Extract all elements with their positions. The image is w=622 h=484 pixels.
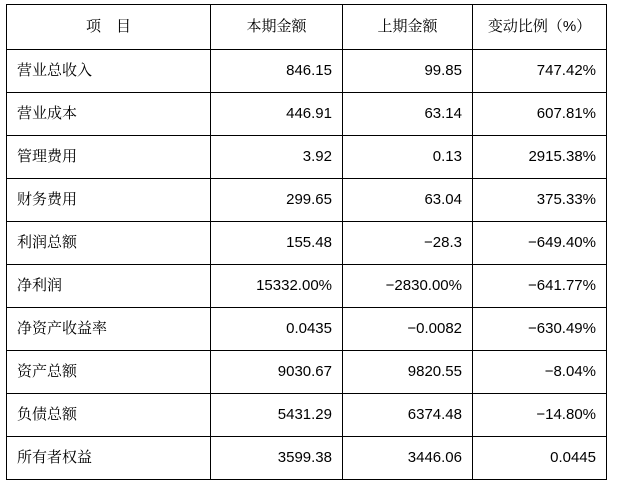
- column-header-previous-amount: 上期金额: [343, 5, 473, 50]
- cell-previous-amount: −2830.00%: [343, 265, 473, 308]
- cell-change-ratio: −14.80%: [473, 394, 607, 437]
- table-row: [7, 351, 607, 394]
- row-label: 所有者权益: [7, 437, 211, 480]
- cell-change-ratio: 375.33%: [473, 179, 607, 222]
- cell-current-amount: 155.48: [211, 222, 343, 265]
- row-label: 净资产收益率: [7, 308, 211, 351]
- column-header-current-amount: 本期金额: [211, 5, 343, 50]
- table-row: [7, 222, 607, 265]
- cell-current-amount: 846.15: [211, 50, 343, 93]
- cell-current-amount: 9030.67: [211, 351, 343, 394]
- column-header-item: 项 目: [7, 5, 211, 50]
- cell-change-ratio: −649.40%: [473, 222, 607, 265]
- table-row: [7, 437, 607, 480]
- row-label: 财务费用: [7, 179, 211, 222]
- cell-previous-amount: 3446.06: [343, 437, 473, 480]
- table-header-row: [7, 5, 607, 50]
- cell-previous-amount: 0.13: [343, 136, 473, 179]
- cell-previous-amount: 63.04: [343, 179, 473, 222]
- table-row: [7, 308, 607, 351]
- financial-comparison-table: [6, 4, 607, 480]
- table-row: [7, 93, 607, 136]
- table-row: [7, 394, 607, 437]
- table-row: [7, 136, 607, 179]
- cell-change-ratio: −630.49%: [473, 308, 607, 351]
- row-label: 利润总额: [7, 222, 211, 265]
- cell-previous-amount: 6374.48: [343, 394, 473, 437]
- row-label: 营业总收入: [7, 50, 211, 93]
- cell-change-ratio: 0.0445: [473, 437, 607, 480]
- cell-previous-amount: −0.0082: [343, 308, 473, 351]
- cell-change-ratio: −641.77%: [473, 265, 607, 308]
- cell-previous-amount: −28.3: [343, 222, 473, 265]
- cell-current-amount: 5431.29: [211, 394, 343, 437]
- cell-previous-amount: 63.14: [343, 93, 473, 136]
- table-row: [7, 50, 607, 93]
- cell-current-amount: 0.0435: [211, 308, 343, 351]
- cell-change-ratio: 607.81%: [473, 93, 607, 136]
- row-label: 资产总额: [7, 351, 211, 394]
- cell-current-amount: 3.92: [211, 136, 343, 179]
- row-label: 净利润: [7, 265, 211, 308]
- row-label: 营业成本: [7, 93, 211, 136]
- table-row: [7, 265, 607, 308]
- cell-change-ratio: 2915.38%: [473, 136, 607, 179]
- table-row: [7, 179, 607, 222]
- row-label: 负债总额: [7, 394, 211, 437]
- table-header: [7, 5, 607, 50]
- table-body: [7, 50, 607, 480]
- column-header-change-ratio: 变动比例（%）: [473, 5, 607, 50]
- cell-change-ratio: −8.04%: [473, 351, 607, 394]
- cell-previous-amount: 99.85: [343, 50, 473, 93]
- cell-current-amount: 3599.38: [211, 437, 343, 480]
- cell-current-amount: 299.65: [211, 179, 343, 222]
- cell-current-amount: 446.91: [211, 93, 343, 136]
- cell-current-amount: 15332.00%: [211, 265, 343, 308]
- cell-previous-amount: 9820.55: [343, 351, 473, 394]
- cell-change-ratio: 747.42%: [473, 50, 607, 93]
- financial-table-sheet: [0, 4, 622, 484]
- row-label: 管理费用: [7, 136, 211, 179]
